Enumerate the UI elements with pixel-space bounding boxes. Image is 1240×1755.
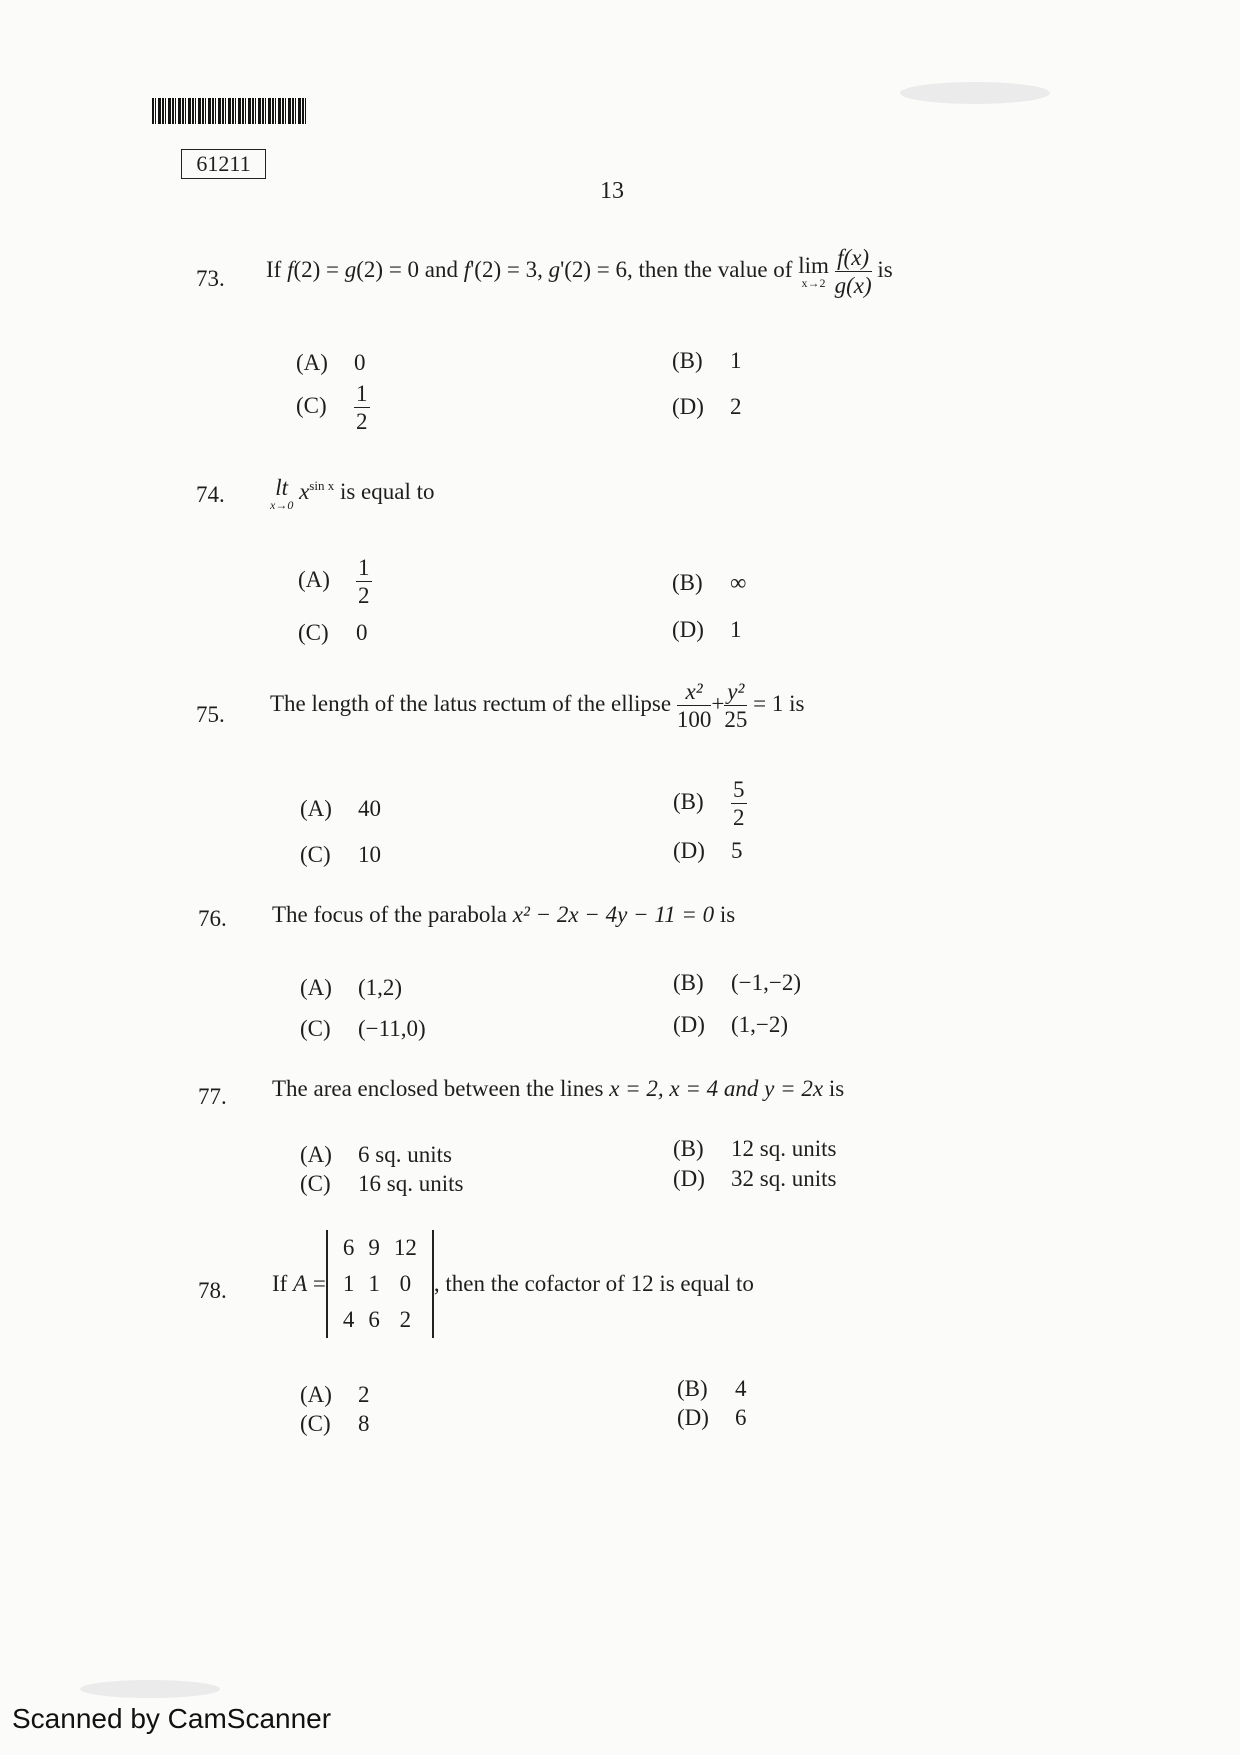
text: (2) = 0 and — [356, 256, 464, 282]
option-label: (D) — [672, 394, 704, 419]
option-value: ∞ — [730, 570, 747, 595]
scanner-watermark: Scanned by CamScanner — [12, 1703, 332, 1734]
option-b — [672, 348, 742, 374]
text: is — [877, 256, 893, 282]
option-value: (−1,−2) — [731, 970, 802, 995]
option-value: 1 — [730, 617, 742, 642]
matrix-cell: 1 — [342, 1271, 355, 1296]
numerator: y² — [724, 680, 747, 706]
option-d — [672, 617, 742, 643]
option-a — [300, 1142, 452, 1168]
exponent: sin x — [309, 478, 335, 494]
denominator: 2 — [358, 583, 370, 608]
option-value: 4 — [735, 1376, 747, 1401]
option-d — [673, 1012, 788, 1038]
var: A — [293, 1271, 308, 1296]
option-value: 5 — [731, 838, 743, 863]
option-value: 16 sq. units — [358, 1171, 464, 1196]
option-d — [673, 838, 743, 864]
option-value: 0 — [356, 620, 368, 645]
option-label: (A) — [300, 796, 332, 821]
option-value: 2 — [358, 1382, 370, 1407]
option-c — [296, 382, 370, 433]
option-label: (C) — [300, 1171, 331, 1196]
option-a — [300, 796, 381, 822]
fraction — [354, 382, 370, 433]
option-value: 10 — [358, 842, 381, 867]
text: is — [823, 1076, 845, 1101]
matrix-row — [336, 1266, 424, 1302]
text: (2) = — [293, 256, 345, 282]
barcode — [152, 98, 308, 124]
question-number: 74. — [196, 482, 225, 507]
var: f — [463, 256, 471, 282]
option-value: 6 — [735, 1405, 747, 1430]
option-label: (B) — [673, 970, 704, 995]
option-label: (C) — [300, 1411, 331, 1436]
option-c — [300, 842, 381, 868]
matrix-cell: 2 — [399, 1307, 412, 1332]
option-label: (B) — [673, 788, 704, 814]
option-value: (−11,0) — [358, 1016, 426, 1041]
option-value: 6 sq. units — [358, 1142, 452, 1167]
option-label: (A) — [300, 975, 332, 1000]
question-text — [272, 1230, 754, 1338]
lim-subscript: x→0 — [270, 498, 294, 512]
denominator: 25 — [724, 707, 748, 732]
option-c — [300, 1171, 463, 1197]
matrix-cell: 0 — [399, 1271, 412, 1296]
text: , then the cofactor of 12 is equal to — [433, 1271, 754, 1296]
text: '(2) = 6, then the value of — [560, 256, 799, 282]
option-b — [673, 778, 747, 829]
option-label: (A) — [300, 1142, 332, 1167]
matrix-cell: 12 — [393, 1235, 417, 1260]
lim-text: lim — [798, 253, 829, 278]
option-value: 12 sq. units — [731, 1136, 837, 1161]
fraction — [731, 778, 747, 829]
text: If — [266, 256, 282, 282]
text: If — [272, 1271, 294, 1296]
text: = 1 is — [747, 690, 805, 716]
question-text — [266, 246, 893, 297]
var: x — [299, 478, 310, 504]
question-number: 77. — [198, 1084, 227, 1109]
fraction — [835, 246, 872, 297]
numerator: 1 — [356, 381, 368, 406]
option-label: (B) — [677, 1376, 708, 1401]
option-label: (D) — [677, 1405, 709, 1430]
text: The focus of the parabola — [272, 902, 513, 927]
text: = — [307, 1271, 326, 1296]
matrix-cell: 4 — [342, 1307, 355, 1332]
fraction — [677, 680, 712, 731]
option-value: (1,−2) — [731, 1012, 789, 1037]
numerator: f(x) — [835, 246, 872, 272]
matrix-row — [336, 1302, 424, 1338]
scan-smudge — [80, 1680, 220, 1698]
option-b — [673, 1136, 836, 1162]
equation: x = 2, x = 4 and y = 2x — [609, 1076, 824, 1101]
option-b — [677, 1376, 747, 1402]
option-label: (A) — [296, 350, 328, 375]
numerator: x² — [677, 680, 712, 706]
matrix-table — [336, 1230, 424, 1338]
var: f — [287, 256, 294, 282]
page-number: 13 — [600, 178, 624, 204]
option-a — [296, 350, 366, 376]
option-label: (C) — [298, 620, 329, 645]
option-a — [300, 1382, 370, 1408]
numerator: 1 — [358, 555, 370, 580]
lim-subscript: x→2 — [801, 276, 826, 290]
option-value: (1,2) — [358, 975, 403, 1000]
option-label: (C) — [296, 392, 327, 418]
option-a — [300, 975, 402, 1001]
option-label: (C) — [300, 1016, 331, 1041]
option-value: 1 — [730, 348, 742, 373]
option-label: (C) — [300, 842, 331, 867]
option-label: (A) — [300, 1382, 332, 1407]
question-text — [272, 902, 735, 928]
denominator: 2 — [733, 805, 745, 830]
question-number: 78. — [198, 1278, 227, 1303]
option-value: 32 sq. units — [731, 1166, 837, 1191]
text: '(2) = 3, — [470, 256, 549, 282]
option-value: 0 — [354, 350, 366, 375]
text: The area enclosed between the lines — [272, 1076, 610, 1101]
question-text — [270, 476, 435, 511]
denominator: 2 — [356, 409, 368, 434]
limit-operator — [270, 476, 293, 511]
lim-text: lt — [275, 475, 289, 500]
option-d — [677, 1405, 747, 1431]
option-label: (D) — [673, 1012, 705, 1037]
option-label: (D) — [673, 838, 705, 863]
question-text — [270, 680, 804, 731]
option-d — [672, 394, 742, 420]
var: g — [344, 256, 357, 282]
matrix-row — [336, 1230, 424, 1266]
option-label: (B) — [672, 570, 703, 595]
paper-code: 61211 — [181, 149, 266, 179]
question-number: 73. — [196, 266, 225, 291]
text: The length of the latus rectum of the ellipse — [270, 690, 677, 716]
matrix-cell: 6 — [342, 1235, 355, 1260]
option-label: (A) — [298, 566, 330, 592]
option-label: (D) — [672, 617, 704, 642]
scan-smudge — [900, 82, 1050, 104]
matrix-cell: 1 — [368, 1271, 380, 1296]
denominator: g(x) — [834, 273, 872, 298]
matrix-cell: 9 — [368, 1235, 380, 1260]
option-label: (B) — [672, 348, 703, 373]
option-value: 2 — [730, 394, 742, 419]
text: is — [714, 902, 736, 927]
fraction — [356, 556, 372, 607]
limit-operator — [798, 254, 829, 289]
option-b — [672, 570, 746, 596]
option-c — [300, 1411, 370, 1437]
denominator: 100 — [676, 707, 712, 732]
option-a — [298, 556, 372, 607]
option-d — [673, 1166, 836, 1192]
var: g — [548, 256, 561, 282]
option-label: (B) — [673, 1136, 704, 1161]
question-number: 75. — [196, 702, 225, 727]
numerator: 5 — [733, 777, 745, 802]
question-number: 76. — [198, 906, 227, 931]
matrix-cell: 6 — [368, 1307, 380, 1332]
option-c — [298, 620, 368, 646]
question-text — [272, 1076, 844, 1102]
option-label: (D) — [673, 1166, 705, 1191]
option-value: 40 — [358, 796, 381, 821]
text: is equal to — [334, 478, 435, 504]
fraction — [724, 680, 747, 731]
option-c — [300, 1016, 426, 1042]
plus-sign: + — [711, 690, 725, 716]
determinant — [326, 1230, 434, 1338]
equation: x² − 2x − 4y − 11 = 0 — [512, 902, 715, 927]
option-b — [673, 970, 801, 996]
option-value: 8 — [358, 1411, 370, 1436]
